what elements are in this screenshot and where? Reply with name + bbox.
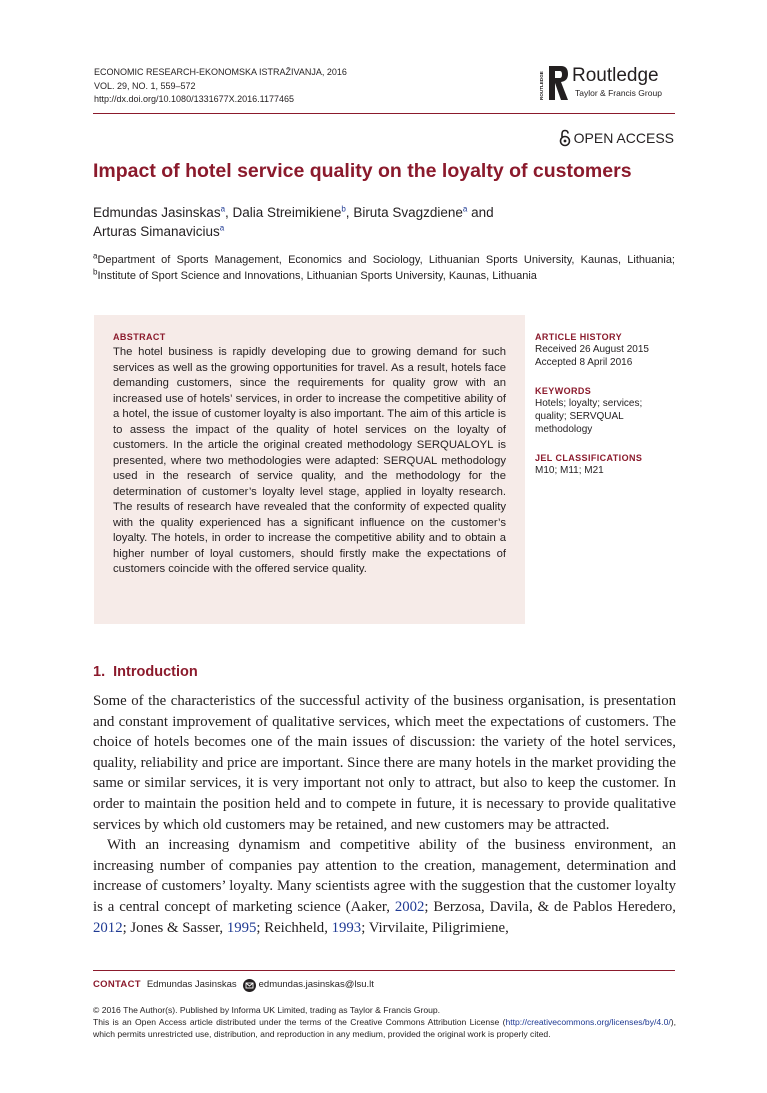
publisher-name: Routledge	[572, 65, 659, 86]
abstract-heading: ABSTRACT	[113, 332, 166, 342]
copyright-text: © 2016 The Author(s). Published by Informa UK Limited, trading as Taylor & Francis Group.	[93, 1005, 441, 1015]
citation-link[interactable]: 1995	[226, 919, 257, 936]
jel-text: M10; M11; M21	[535, 465, 604, 476]
affiliation-b: Institute of Sport Science and Innovations, Lithuanian Sports University, Kaunas, Lithuania	[97, 269, 537, 282]
contact-label: CONTACT	[93, 979, 141, 990]
author-affil-sup[interactable]: a	[220, 204, 226, 214]
author-name: Biruta Svagzdiene	[353, 205, 463, 220]
article-history-heading: ARTICLE HISTORY	[535, 332, 623, 342]
license-text-end: ), which permits unrestricted use, distribution, and reproduction in any medium, provided the original work is properly cited.	[93, 1017, 676, 1040]
accepted-date: Accepted 8 April 2016	[535, 357, 633, 368]
affil-sup-b: b	[93, 266, 98, 276]
affiliations	[93, 253, 675, 284]
footer-divider	[93, 970, 675, 971]
article-title: Impact of hotel service quality on the loyalty of customers	[93, 160, 632, 182]
contact-line	[93, 978, 374, 992]
citation-link[interactable]: 2012	[93, 919, 123, 936]
jel-classifications	[535, 452, 685, 477]
paragraph-text: ; Reichheld,	[256, 919, 332, 936]
author-name: Arturas Simanavicius	[93, 224, 220, 239]
jel-heading: JEL CLASSIFICATIONS	[535, 453, 643, 463]
abstract-text: The hotel business is rapidly developing due to growing demand for such services as well as the growing opportunities for travel. As a result, hotels face demanding customers, since the requirements for quality grow with an increased use of hotels’ services, in order to increase the competitive ability of a hotel, the issue of customer loyalty is also important. The aim of this article is to assess the impact of the quality of hotel services on the loyalty of customers. In the article the original created methodology SERQUALOYL is presented, where two methodologies were adapted: SERQUAL methodology used in the research of service quality, and the methodology for the determination of customer’s loyalty level stage, applied in loyalty research. The results of research have revealed that the conformity of expected quality with the quality experienced has a significant influence on the customer’s loyalty. The hotels, in order to increase the competitive ability and to obtain a higher number of loyal customers, should firstly make the expectations of customers coincide with the offered service quality.	[113, 346, 506, 575]
keywords	[535, 385, 663, 436]
journal-volume: VOL. 29, NO. 1, 559–572	[94, 80, 196, 91]
author-separator: ,	[225, 205, 233, 220]
paragraph-text: With an increasing dynamism and competitive ability of the business environment, an increasing number of companies pay attention to the creation, management, determination and increase of customers’ loyalty. Many scientists agree with the suggestion that the customer loyalty is a central concept of marketing science (Aaker,	[93, 837, 676, 915]
author-separator: ,	[345, 205, 354, 220]
author-line-1	[93, 203, 683, 222]
license-text	[93, 1016, 676, 1040]
section-number: 1.	[93, 664, 106, 680]
routledge-vertical-text: ROUTLEDGE	[539, 71, 544, 100]
contact-email[interactable]: edmundas.jasinskas@lsu.lt	[258, 979, 374, 990]
paragraph-text: ; Berzosa, Davila, & de Pablos Heredero,	[424, 898, 676, 915]
author-affil-sup[interactable]: a	[219, 223, 225, 233]
paragraph-text: ; Virvilaite, Piligrimiene,	[361, 919, 509, 936]
author-name: Edmundas Jasinskas	[93, 205, 221, 220]
paragraph-2	[93, 835, 676, 938]
routledge-logo	[539, 64, 679, 104]
citation-link[interactable]: 1993	[331, 919, 362, 936]
author-separator: and	[467, 205, 494, 220]
author-affil-sup[interactable]: a	[462, 204, 468, 214]
publisher-sub: Taylor & Francis Group	[575, 88, 662, 98]
body-text	[93, 691, 676, 938]
journal-doi[interactable]: http://dx.doi.org/10.1080/1331677X.2016.1177465	[94, 94, 295, 104]
license-url[interactable]: http://creativecommons.org/licenses/by/4.0/	[505, 1017, 671, 1028]
author-line-2	[93, 222, 683, 241]
journal-name: ECONOMIC RESEARCH-EKONOMSKA ISTRAŽIVANJA, 2016	[94, 67, 347, 77]
open-access-badge	[559, 128, 674, 148]
affiliation-a: Department of Sports Management, Economics and Sociology, Lithuanian Sports University, Kaunas, Lithuania;	[97, 254, 675, 266]
author-list	[93, 203, 683, 241]
email-icon	[243, 979, 256, 992]
open-access-label: OPEN ACCESS	[573, 130, 674, 146]
abstract-box	[94, 315, 525, 624]
author-affil-sup[interactable]: b	[341, 204, 346, 214]
open-lock-icon	[559, 129, 571, 147]
keywords-text: Hotels; loyalty; services; quality; SERVQUAL methodology	[535, 398, 643, 435]
routledge-r-icon	[539, 64, 569, 102]
license-text-start: This is an Open Access article distributed under the terms of the Creative Commons Attribution License (	[93, 1017, 506, 1028]
paragraph-text: ; Jones & Sasser,	[122, 919, 227, 936]
section-heading	[93, 661, 198, 683]
section-title: Introduction	[113, 664, 198, 680]
keywords-heading: KEYWORDS	[535, 386, 592, 396]
license-block	[93, 1004, 676, 1041]
contact-name: Edmundas Jasinskas	[146, 979, 237, 990]
journal-info	[94, 66, 347, 107]
affil-sup-a: a	[93, 251, 98, 261]
citation-link[interactable]: 2002	[394, 898, 425, 915]
article-history	[535, 331, 685, 369]
received-date: Received 26 August 2015	[535, 344, 649, 355]
paragraph-1: Some of the characteristics of the successful activity of the business organisation, is presentation and constant improvement of qualitative services, which meet the expectations of customers. The choice of hotels becomes one of the main issues of discussion: the variety of the hotel services, quality, reliability and price are important. Since there are many hotels in the market providing the same or similar services, it is very important not only to attract, but also to keep the customer. In order to maintain the position held and to compete in future, it is necessary to provide qualitative services by which old customers may be retained, and new customers may be attracted.	[93, 693, 676, 833]
author-name: Dalia Streimikiene	[232, 205, 342, 220]
header-divider	[93, 113, 675, 114]
